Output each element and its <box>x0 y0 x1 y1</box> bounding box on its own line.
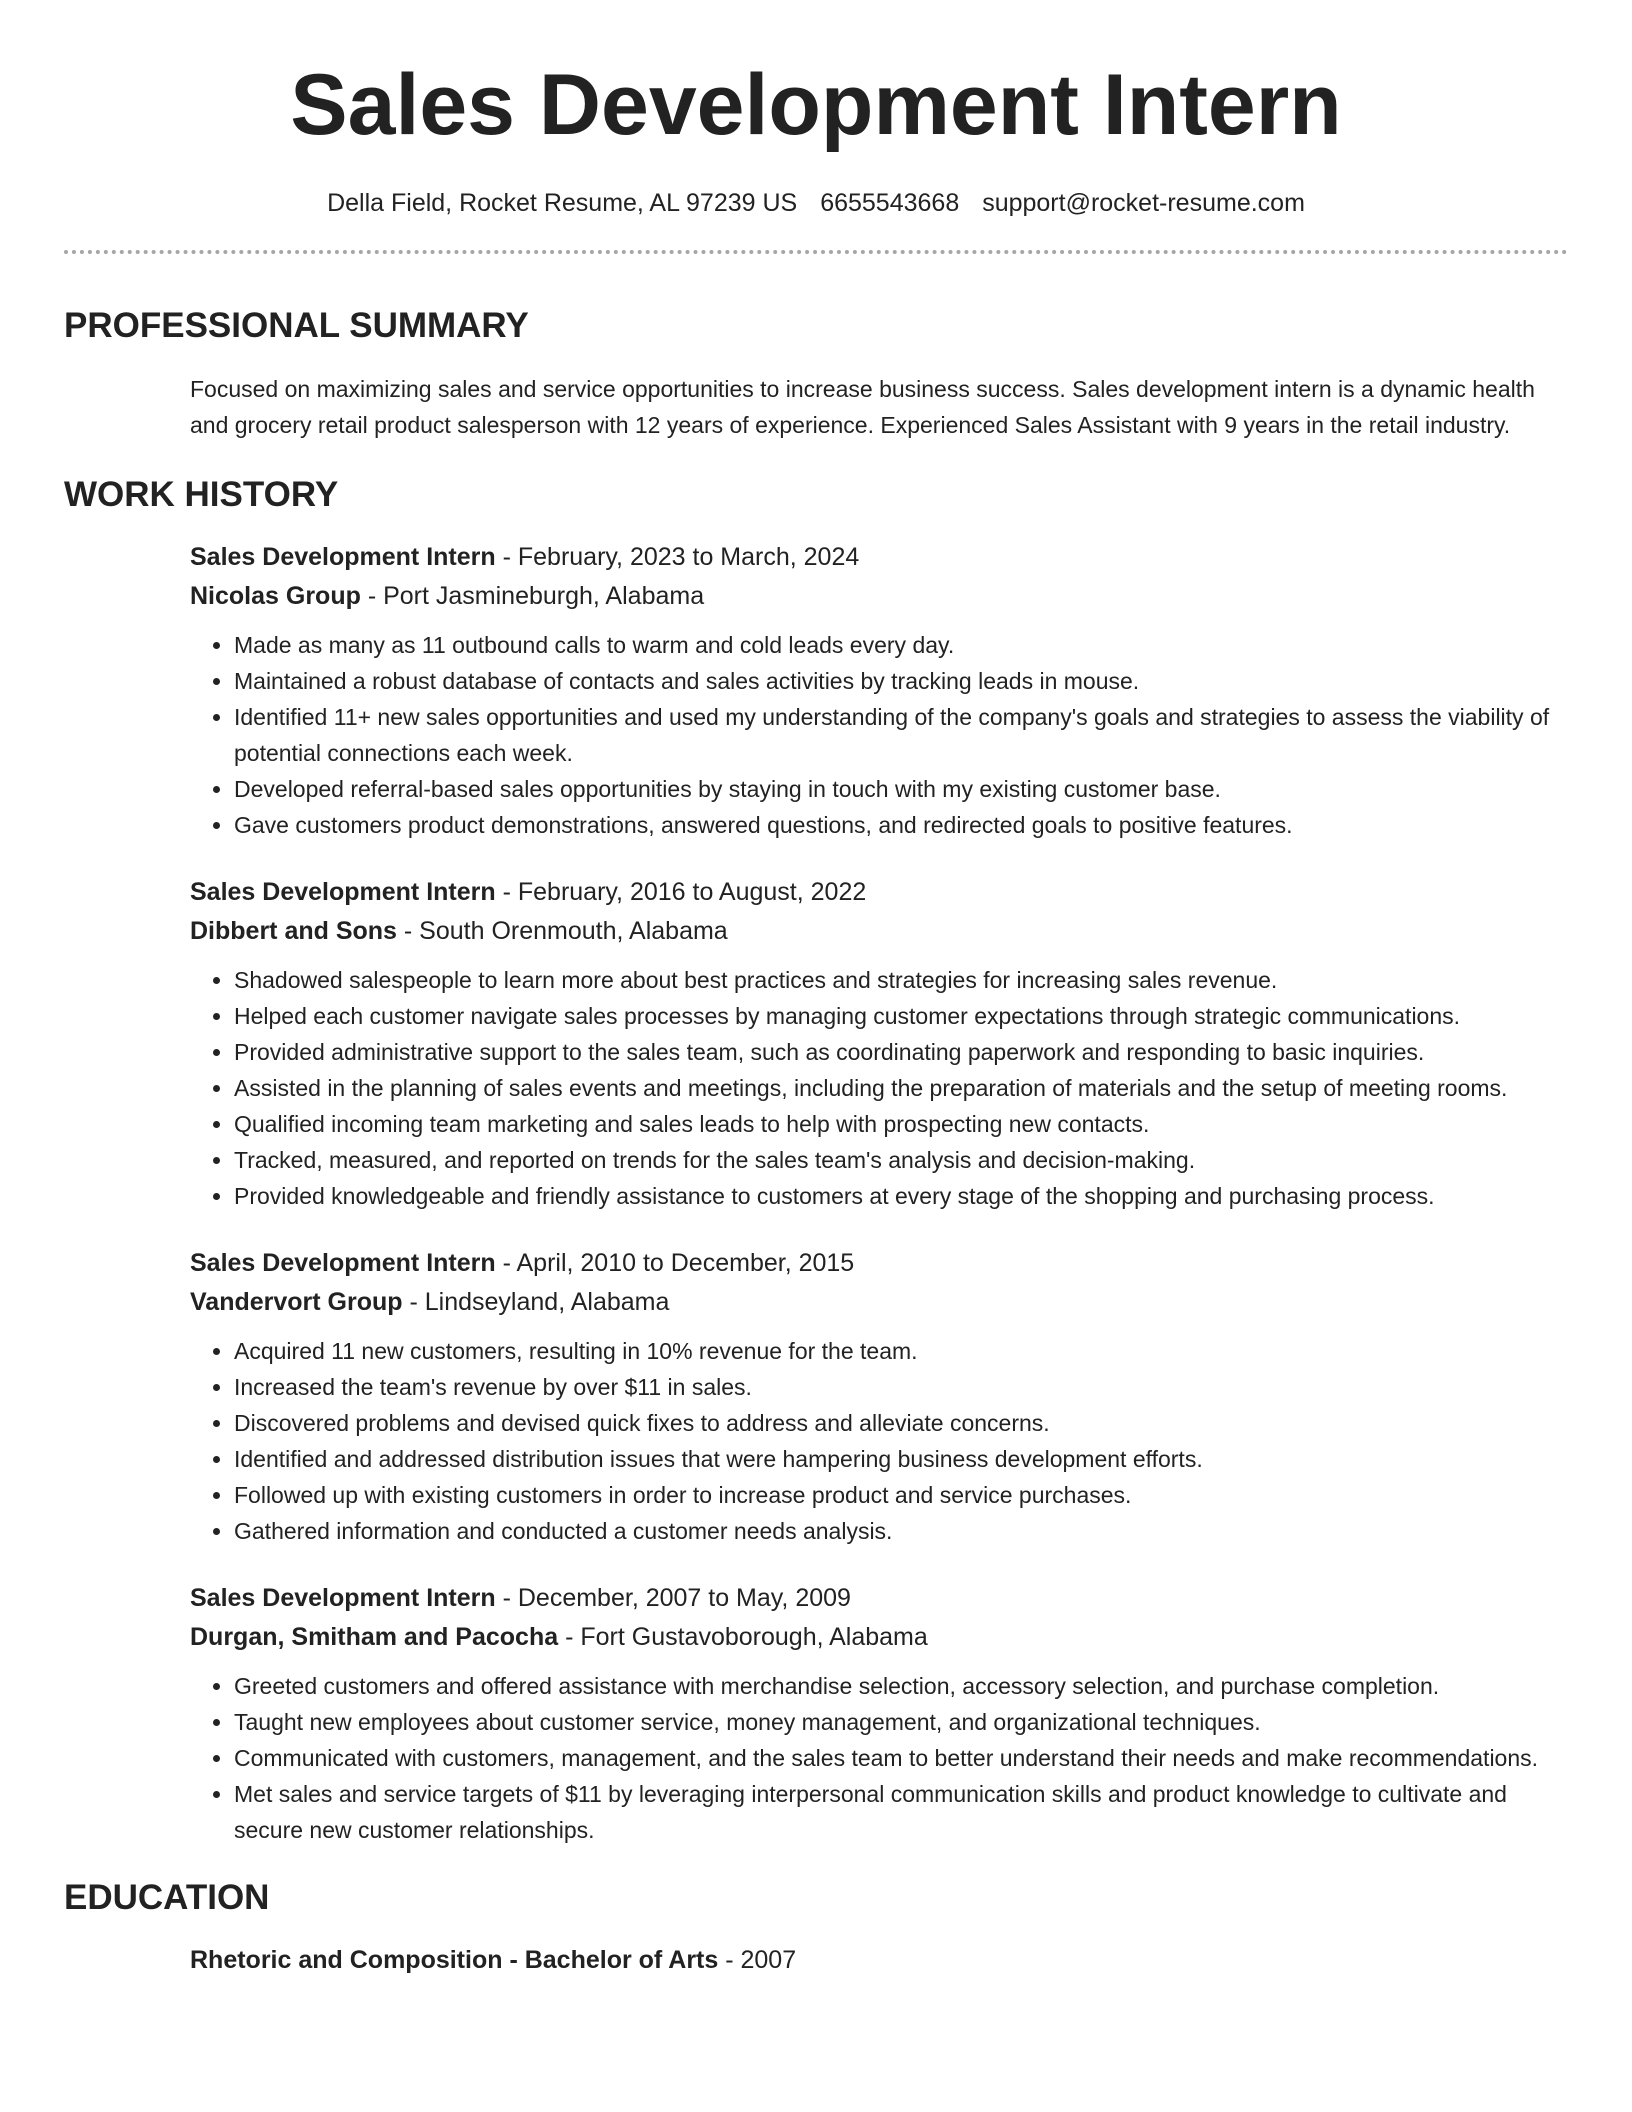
job-bullet: • Provided administrative support to the sales team, such as coordinating paperwork and responding to basic inquiries. <box>234 1034 1568 1070</box>
job-entry <box>190 1579 1568 1848</box>
job-company: Vandervort Group <box>190 1288 403 1316</box>
job-bullet: • Provided knowledgeable and friendly assistance to customers at every stage of the shopping and purchasing process. <box>234 1178 1568 1214</box>
job-title-line <box>190 1579 1568 1618</box>
job-title-line <box>190 1244 1568 1283</box>
header-divider <box>64 250 1568 254</box>
job-bullet: • Maintained a robust database of contacts and sales activities by tracking leads in mouse. <box>234 663 1568 699</box>
job-bullet-list <box>190 1668 1568 1848</box>
job-location: - Port Jasmineburgh, Alabama <box>360 582 705 610</box>
job-bullet: • Increased the team's revenue by over $11 in sales. <box>234 1369 1568 1405</box>
contact-phone: 6655543668 <box>820 189 960 217</box>
contact-address: Della Field, Rocket Resume, AL 97239 US <box>327 189 798 217</box>
job-bullet: • Developed referral-based sales opportunities by staying in touch with my existing customer base. <box>234 771 1568 807</box>
job-bullet: • Shadowed salespeople to learn more about best practices and strategies for increasing sales revenue. <box>234 962 1568 998</box>
job-company: Nicolas Group <box>190 582 361 610</box>
job-location: - Lindseyland, Alabama <box>402 1288 670 1316</box>
job-bullet: • Met sales and service targets of $11 by leveraging interpersonal communication skills and product knowledge to cultivate and secure new customer relationships. <box>234 1776 1568 1848</box>
job-bullet-list <box>190 1333 1568 1549</box>
job-bullet-list <box>190 962 1568 1214</box>
job-entry <box>190 873 1568 1214</box>
job-bullet: • Acquired 11 new customers, resulting in 10% revenue for the team. <box>234 1333 1568 1369</box>
job-dates: - December, 2007 to May, 2009 <box>495 1584 851 1612</box>
summary-heading: PROFESSIONAL SUMMARY <box>64 306 529 345</box>
job-bullet: • Gave customers product demonstrations, answered questions, and redirected goals to positive features. <box>234 807 1568 843</box>
job-company: Dibbert and Sons <box>190 917 397 945</box>
job-entry <box>190 1244 1568 1549</box>
job-bullet: • Identified and addressed distribution issues that were hampering business development efforts. <box>234 1441 1568 1477</box>
job-bullet: • Followed up with existing customers in order to increase product and service purchases. <box>234 1477 1568 1513</box>
job-company-line <box>190 1618 1568 1657</box>
job-company-line <box>190 1283 1568 1322</box>
job-dates: - April, 2010 to December, 2015 <box>495 1249 855 1277</box>
job-bullet: • Gathered information and conducted a customer needs analysis. <box>234 1513 1568 1549</box>
job-bullet: • Identified 11+ new sales opportunities and used my understanding of the company's goals and strategies to assess the viability of potential connections each week. <box>234 699 1568 771</box>
job-bullet: • Taught new employees about customer service, money management, and organizational techniques. <box>234 1704 1568 1740</box>
job-title: Sales Development Intern <box>190 1584 496 1612</box>
job-bullet: • Tracked, measured, and reported on trends for the sales team's analysis and decision-making. <box>234 1142 1568 1178</box>
job-title: Sales Development Intern <box>190 878 496 906</box>
job-bullet: • Communicated with customers, management, and the sales team to better understand their needs and make recommendations. <box>234 1740 1568 1776</box>
job-bullet: • Greeted customers and offered assistance with merchandise selection, accessory selection, and purchase completion. <box>234 1668 1568 1704</box>
job-title: Sales Development Intern <box>190 543 496 571</box>
resume-title: Sales Development Intern <box>290 57 1342 153</box>
work-history-list <box>64 538 1568 1848</box>
job-title-line <box>190 873 1568 912</box>
education-degree: Rhetoric and Composition - Bachelor of Arts <box>190 1946 719 1974</box>
job-company: Durgan, Smitham and Pacocha <box>190 1623 559 1651</box>
job-bullet: • Assisted in the planning of sales events and meetings, including the preparation of materials and the setup of meeting rooms. <box>234 1070 1568 1106</box>
contact-line <box>64 191 1568 216</box>
job-bullet-list <box>190 627 1568 843</box>
education-entry <box>190 1941 1568 1980</box>
job-bullet: • Qualified incoming team marketing and sales leads to help with prospecting new contacts. <box>234 1106 1568 1142</box>
education-heading: EDUCATION <box>64 1878 270 1917</box>
summary-text: Focused on maximizing sales and service opportunities to increase business success. Sales development intern is a dynamic health and grocery retail product salesperson with 12 years of experience. Experienced Sales Assistant with 9 years in the retail industry. <box>190 376 1535 438</box>
job-company-line <box>190 577 1568 616</box>
job-location: - Fort Gustavoborough, Alabama <box>558 1623 928 1651</box>
job-dates: - February, 2023 to March, 2024 <box>495 543 860 571</box>
job-bullet: • Made as many as 11 outbound calls to warm and cold leads every day. <box>234 627 1568 663</box>
job-title: Sales Development Intern <box>190 1249 496 1277</box>
work-history-heading: WORK HISTORY <box>64 475 339 514</box>
job-title-line <box>190 538 1568 577</box>
job-location: - South Orenmouth, Alabama <box>396 917 728 945</box>
job-company-line <box>190 912 1568 951</box>
job-bullet: • Helped each customer navigate sales processes by managing customer expectations through strategic communications. <box>234 998 1568 1034</box>
job-entry <box>190 538 1568 843</box>
education-year: - 2007 <box>718 1946 797 1974</box>
contact-email: support@rocket-resume.com <box>982 189 1305 217</box>
job-dates: - February, 2016 to August, 2022 <box>495 878 867 906</box>
job-bullet: • Discovered problems and devised quick fixes to address and alleviate concerns. <box>234 1405 1568 1441</box>
